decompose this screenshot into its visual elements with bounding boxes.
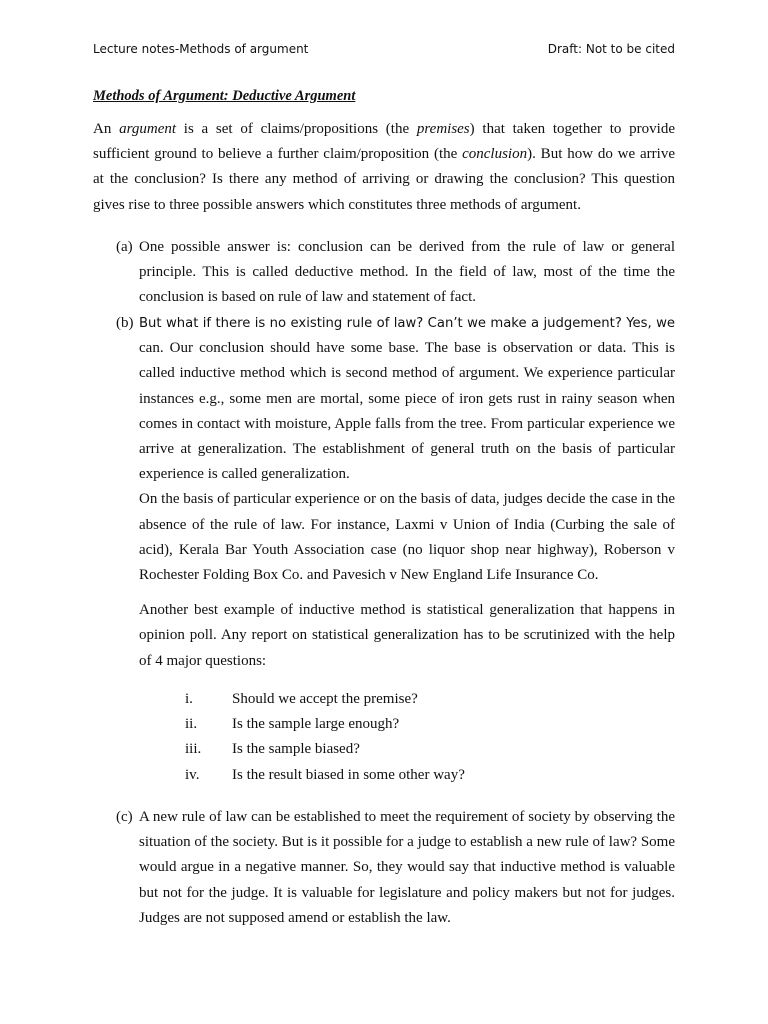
list-item-b bbox=[116, 311, 675, 674]
question-number: i. bbox=[185, 691, 193, 707]
intro-term-conclusion: conclusion bbox=[462, 146, 528, 163]
list-item-b-sans-text: But what if there is no existing rule of law? Can’t we make a judgement? Yes, we bbox=[139, 316, 675, 331]
intro-term-premises: premises bbox=[416, 121, 470, 137]
intro-text-4: ). But how do we arrive at the conclusion? Is there any method of arriving or drawing the conclusion? This question gives rise to three possible answers which constitutes three methods of argument. bbox=[93, 146, 675, 213]
header-left-text: Lecture notes-Methods of argument bbox=[93, 42, 309, 56]
question-text: Is the result biased in some other way? bbox=[232, 766, 465, 783]
list-item-b-paragraph-3: Another best example of inductive method is statistical generalization that happens in opinion poll. Any report on statistical generalization has to be scrutinized with the help of 4 major questions: bbox=[139, 602, 675, 669]
header-right-text: Draft: Not to be cited bbox=[547, 42, 675, 56]
question-text: Should we accept the premise? bbox=[232, 691, 418, 707]
intro-text-3: ) that taken together to provide sufficient ground to believe a further claim/proposition (the bbox=[93, 121, 675, 163]
question-text: Is the sample large enough? bbox=[232, 716, 400, 733]
list-item-b-paragraph-2: On the basis of particular experience or on the basis of data, judges decide the case in the absence of the rule of law. For instance, Laxmi v Union of India (Curbing the sale of acid), Kerala Bar Youth Association case (no liquor shop near highway), Roberson v Rochester Folding Box Co. and Pavesich v New England Life Insurance Co. bbox=[139, 491, 675, 584]
list-item-a bbox=[116, 235, 675, 311]
question-number: ii. bbox=[185, 716, 198, 733]
list-item-c bbox=[116, 805, 675, 931]
list-item-c-text: A new rule of law can be established to meet the requirement of society by observing the situation of the society. But is it possible for a judge to establish a new rule of law? Some would argue in a negative manner. So, they would say that inductive method is valuable but not for the judge. It is valuable for legislature and policy makers but not for judges. Judges are not supposed amend or establish the law. bbox=[139, 809, 676, 926]
list-item-b-paragraph-1 bbox=[139, 311, 675, 487]
section-title: Methods of Argument: Deductive Argument bbox=[93, 88, 356, 104]
question-text: Is the sample biased? bbox=[232, 741, 360, 758]
list-marker-a: (a) bbox=[116, 239, 133, 255]
intro-term-argument: argument bbox=[119, 121, 177, 137]
page-header bbox=[93, 42, 675, 60]
question-number: iv. bbox=[185, 766, 200, 783]
list-marker-c: (c) bbox=[116, 809, 133, 825]
intro-paragraph bbox=[93, 117, 675, 218]
list-item-a-text: One possible answer is: conclusion can be derived from the rule of law or general principle. This is called deductive method. In the field of law, most of the time the conclusion is based on rule of law and statement of fact. bbox=[139, 239, 675, 306]
intro-text-2: is a set of claims/propositions (the bbox=[176, 121, 417, 137]
list-marker-b: (b) bbox=[116, 315, 134, 331]
question-number: iii. bbox=[185, 741, 202, 758]
list-item-b-text-1: can. Our conclusion should have some base. The base is observation or data. This is called inductive method which is second method of argument. We experience particular instances e.g., some men are mortal, some piece of iron gets rust in rainy season when comes in contact with moisture, Apple falls from the tree. From particular experience we arrive at generalization. The establishment of general truth on the basis of particular experience is called generalization. bbox=[139, 340, 675, 483]
intro-text-1: An bbox=[93, 121, 120, 137]
